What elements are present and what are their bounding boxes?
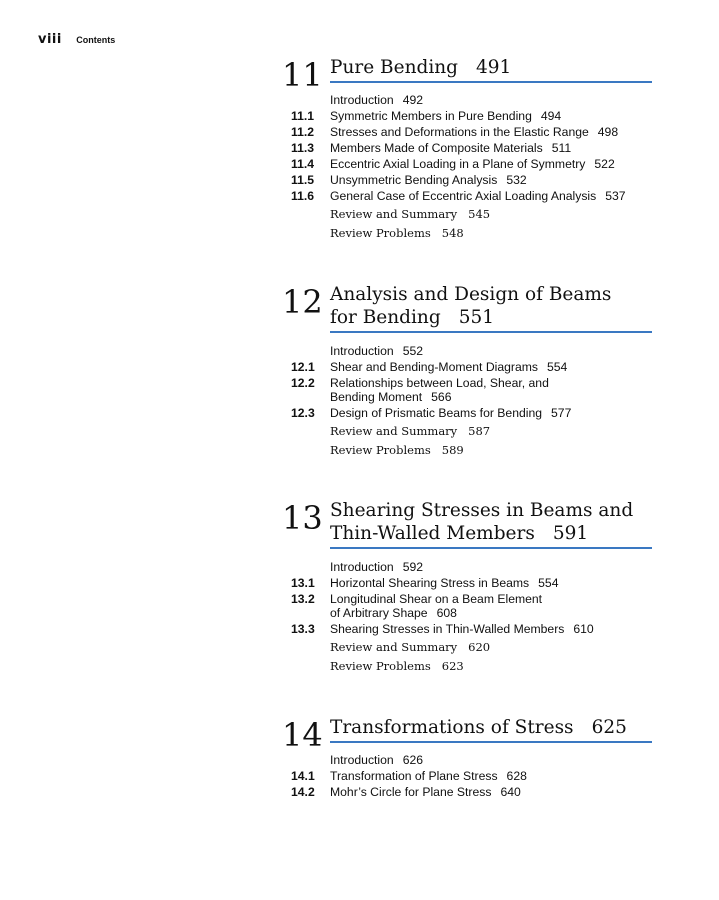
section-entry[interactable] xyxy=(278,621,658,637)
running-title: Contents xyxy=(76,35,116,45)
section-title: Longitudinal Shear on a Beam Element xyxy=(330,592,543,606)
section-number: 11.4 xyxy=(291,157,315,171)
chapter-number: 14 xyxy=(282,716,323,754)
section-title: Symmetric Members in Pure Bending xyxy=(330,109,532,123)
section-entry[interactable] xyxy=(278,784,658,800)
intro-page: 552 xyxy=(402,344,424,358)
section-page: 577 xyxy=(551,406,572,420)
chapter-page: 551 xyxy=(458,307,494,328)
section-entry[interactable] xyxy=(278,768,658,784)
section-page: 532 xyxy=(506,173,527,187)
problems-label: Review Problems xyxy=(330,226,431,240)
review-label: Review and Summary xyxy=(330,207,458,221)
review-page: 587 xyxy=(468,424,491,438)
problems-page: 623 xyxy=(441,659,464,673)
section-entry[interactable] xyxy=(278,359,658,375)
chapter-title-text: Transformations of Stress xyxy=(330,717,574,738)
section-title-line2: Bending Moment xyxy=(330,390,423,404)
section-entry[interactable] xyxy=(278,188,658,204)
chapter-title[interactable] xyxy=(330,499,652,549)
chapter-entries xyxy=(278,343,658,460)
section-title: Design of Prismatic Beams for Bending xyxy=(330,406,543,420)
section-title: Shear and Bending-Moment Diagrams xyxy=(330,360,538,374)
chapter-page: 591 xyxy=(552,523,589,544)
intro-page: 492 xyxy=(402,93,424,107)
review-page: 545 xyxy=(468,207,491,221)
review-page: 620 xyxy=(468,640,491,654)
intro-entry[interactable] xyxy=(278,559,658,575)
section-number: 11.3 xyxy=(291,141,315,155)
section-title-line2: of Arbitrary Shape xyxy=(330,606,428,620)
section-number: 11.5 xyxy=(291,173,315,187)
intro-entry[interactable] xyxy=(278,343,658,359)
chapter-entries xyxy=(278,752,658,800)
section-page: 511 xyxy=(551,141,572,155)
review-problems-entry[interactable] xyxy=(278,441,658,460)
section-number: 11.1 xyxy=(291,109,315,123)
section-title: Mohr’s Circle for Plane Stress xyxy=(330,785,492,799)
section-number: 14.1 xyxy=(291,769,315,783)
intro-label: Introduction xyxy=(330,344,394,358)
chapter-title[interactable] xyxy=(330,283,652,333)
section-number: 13.3 xyxy=(291,622,315,636)
section-page: 566 xyxy=(431,390,452,404)
section-title: Unsymmetric Bending Analysis xyxy=(330,173,498,187)
review-summary-entry[interactable] xyxy=(278,422,658,441)
section-entry[interactable] xyxy=(278,575,658,591)
review-summary-entry[interactable] xyxy=(278,205,658,224)
review-label: Review and Summary xyxy=(330,640,458,654)
chapter-entries xyxy=(278,559,658,676)
section-number: 13.1 xyxy=(291,576,315,590)
intro-label: Introduction xyxy=(330,753,394,767)
chapter-number: 11 xyxy=(282,56,323,94)
section-title: Eccentric Axial Loading in a Plane of Symmetry xyxy=(330,157,586,171)
section-entry[interactable] xyxy=(278,172,658,188)
intro-label: Introduction xyxy=(330,560,394,574)
section-number: 11.6 xyxy=(291,189,315,203)
section-title: Shearing Stresses in Thin-Walled Members xyxy=(330,622,565,636)
section-entry[interactable] xyxy=(278,375,658,405)
page-folio: viii xyxy=(38,32,62,47)
problems-label: Review Problems xyxy=(330,659,431,673)
chapter-title-text: Shearing Stresses in Beams and xyxy=(330,500,634,521)
intro-label: Introduction xyxy=(330,93,394,107)
running-head xyxy=(38,30,115,48)
section-entry[interactable] xyxy=(278,591,658,621)
review-summary-entry[interactable] xyxy=(278,638,658,657)
review-problems-entry[interactable] xyxy=(278,224,658,243)
chapter-page: 491 xyxy=(476,57,512,78)
section-number: 11.2 xyxy=(291,125,315,139)
section-page: 628 xyxy=(506,769,527,783)
section-number: 14.2 xyxy=(291,785,315,799)
section-entry[interactable] xyxy=(278,108,658,124)
section-number: 12.3 xyxy=(291,406,315,420)
section-page: 554 xyxy=(546,360,568,374)
section-entry[interactable] xyxy=(278,140,658,156)
section-page: 608 xyxy=(436,606,457,620)
section-number: 12.1 xyxy=(291,360,315,374)
problems-page: 548 xyxy=(441,226,464,240)
intro-entry[interactable] xyxy=(278,92,658,108)
section-title: Transformation of Plane Stress xyxy=(330,769,498,783)
section-title: Stresses and Deformations in the Elastic Range xyxy=(330,125,589,139)
chapter-title-text: Pure Bending xyxy=(330,57,459,78)
section-title: Horizontal Shearing Stress in Beams xyxy=(330,576,530,590)
problems-page: 589 xyxy=(441,443,464,457)
section-page: 610 xyxy=(573,622,594,636)
section-page: 494 xyxy=(540,109,562,123)
section-title: Relationships between Load, Shear, and xyxy=(330,376,549,390)
section-page: 640 xyxy=(500,785,521,799)
chapter-title[interactable] xyxy=(330,56,652,83)
intro-page: 592 xyxy=(402,560,424,574)
chapter-number: 13 xyxy=(282,499,323,537)
section-page: 522 xyxy=(594,157,615,171)
section-number: 12.2 xyxy=(291,376,315,390)
chapter-number: 12 xyxy=(282,283,323,321)
chapter-title-line2: for Bending xyxy=(330,307,441,328)
chapter-entries xyxy=(278,92,658,243)
intro-entry[interactable] xyxy=(278,752,658,768)
section-entry[interactable] xyxy=(278,405,658,421)
chapter-page: 625 xyxy=(591,717,627,738)
section-page: 537 xyxy=(605,189,626,203)
section-page: 498 xyxy=(597,125,619,139)
section-number: 13.2 xyxy=(291,592,315,606)
review-problems-entry[interactable] xyxy=(278,657,658,676)
review-label: Review and Summary xyxy=(330,424,458,438)
intro-page: 626 xyxy=(402,753,424,767)
section-entry[interactable] xyxy=(278,156,658,172)
section-entry[interactable] xyxy=(278,124,658,140)
section-title: General Case of Eccentric Axial Loading Analysis xyxy=(330,189,597,203)
chapter-title-line2: Thin-Walled Members xyxy=(330,523,535,544)
chapter-title-text: Analysis and Design of Beams xyxy=(330,284,612,305)
problems-label: Review Problems xyxy=(330,443,431,457)
section-page: 554 xyxy=(538,576,559,590)
section-title: Members Made of Composite Materials xyxy=(330,141,543,155)
chapter-title[interactable] xyxy=(330,716,652,743)
